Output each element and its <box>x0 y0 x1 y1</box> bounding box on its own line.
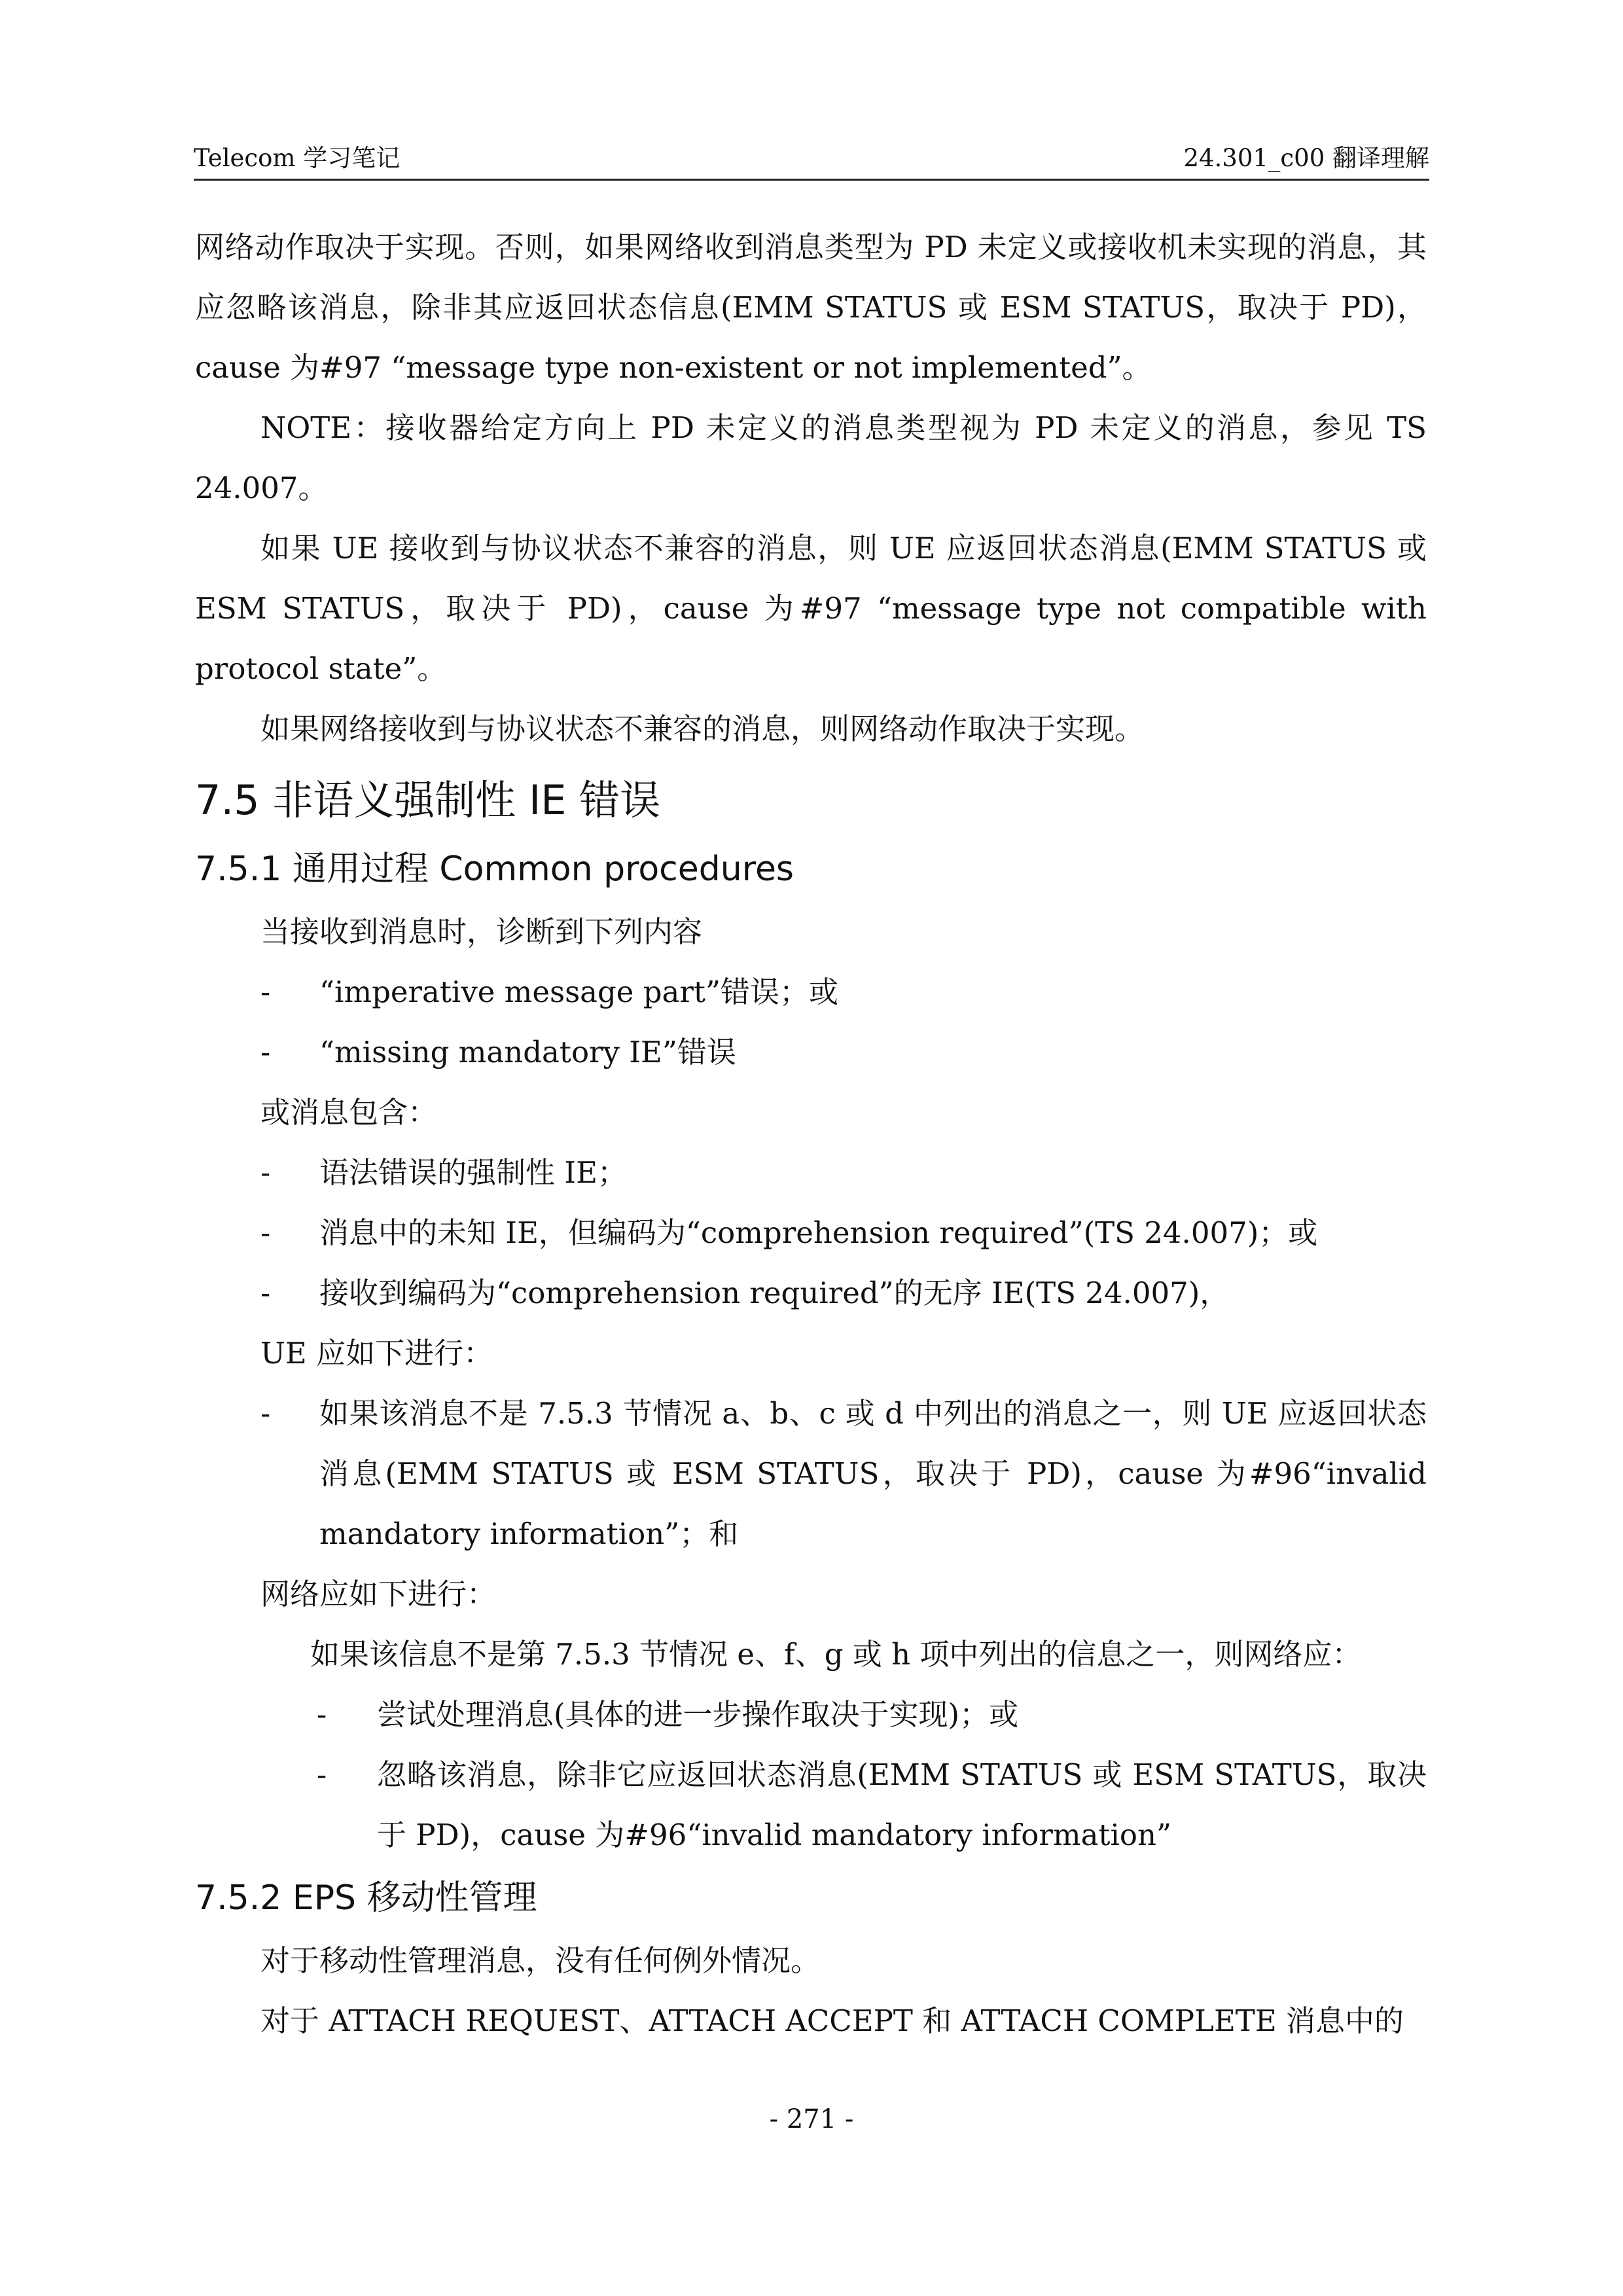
list-item-text: 尝试处理消息(具体的进一步操作取决于实现)；或 <box>377 1697 1019 1732</box>
header-left-title: Telecom 学习笔记 <box>194 144 401 172</box>
list-item-text: 消息中的未知 IE，但编码为“comprehension required”(TS 24.007)；或 <box>319 1215 1318 1250</box>
dash-marker: - <box>260 1035 271 1069</box>
dash-marker: - <box>260 1396 271 1431</box>
dash-marker: - <box>260 1215 271 1250</box>
list-item-text: 如果该消息不是 7.5.3 节情况 a、b、c 或 d 中列出的消息之一，则 UE 应返回状态消息(EMM STATUS 或 ESM STATUS，取决于 PD)，cause 为#96“invalid mandatory information”；和 <box>319 1396 1427 1551</box>
list-item <box>195 1022 1427 1083</box>
list-item-text: 忽略该消息，除非它应返回状态消息(EMM STATUS 或 ESM STATUS，取决于 PD)，cause 为#96“invalid mandatory information” <box>377 1757 1427 1852</box>
paragraph-note: NOTE：接收器给定方向上 PD 未定义的消息类型视为 PD 未定义的消息，参见 TS 24.007。 <box>195 410 1427 505</box>
or-contains-line: 或消息包含： <box>260 1095 438 1130</box>
list-item <box>195 1384 1427 1564</box>
network-intro-line: 如果该信息不是第 7.5.3 节情况 e、f、g 或 h 项中列出的信息之一，则网络应： <box>310 1637 1362 1672</box>
paragraph-mm-no-exceptions: 对于移动性管理消息，没有任何例外情况。 <box>260 1943 821 1978</box>
list-item <box>195 962 1427 1022</box>
page-number: - 271 - <box>769 2104 854 2134</box>
list-item-text: “missing mandatory IE”错误 <box>319 1035 736 1069</box>
section-heading-7-5: 7.5 非语义强制性 IE 错误 <box>195 776 661 824</box>
dash-marker: - <box>317 1757 327 1792</box>
intro-line: 当接收到消息时，诊断到下列内容 <box>260 914 703 949</box>
list-item-text: 语法错误的强制性 IE； <box>319 1155 627 1190</box>
header-right-title: 24.301_c00 翻译理解 <box>1183 144 1429 172</box>
ue-proceed-line: UE 应如下进行： <box>260 1336 493 1371</box>
page-content <box>195 217 1427 2051</box>
network-action-list <box>195 1685 1427 1865</box>
dash-marker: - <box>317 1697 327 1732</box>
list-item <box>195 1685 1427 1745</box>
dash-marker: - <box>260 1155 271 1190</box>
paragraph-network-incompatible: 如果网络接收到与协议状态不兼容的消息，则网络动作取决于实现。 <box>260 711 1145 746</box>
list-item-text: “imperative message part”错误；或 <box>319 975 838 1009</box>
dash-marker: - <box>260 1276 271 1310</box>
list-item <box>195 1203 1427 1263</box>
contains-list <box>195 1143 1427 1323</box>
list-item <box>195 1745 1427 1865</box>
section-heading-7-5-2: 7.5.2 EPS 移动性管理 <box>195 1878 537 1918</box>
list-item-text: 接收到编码为“comprehension required”的无序 IE(TS 24.007)， <box>319 1276 1230 1310</box>
paragraph-attach-messages: 对于 ATTACH REQUEST、ATTACH ACCEPT 和 ATTACH COMPLETE 消息中的 <box>260 2003 1404 2038</box>
ue-action-list <box>195 1384 1427 1564</box>
dash-marker: - <box>260 975 271 1009</box>
running-header <box>194 131 1429 181</box>
network-proceed-line: 网络应如下进行： <box>260 1577 497 1611</box>
list-item <box>195 1143 1427 1203</box>
section-heading-7-5-1: 7.5.1 通用过程 Common procedures <box>195 850 794 889</box>
diagnosis-list <box>195 962 1427 1083</box>
paragraph-implementation: 网络动作取决于实现。否则，如果网络收到消息类型为 PD 未定义或接收机未实现的消息，其应忽略该消息，除非其应返回状态信息(EMM STATUS 或 ESM STATUS，取决于 PD)，cause 为#97 “message type non-existent or not implemented”。 <box>195 230 1427 385</box>
list-item <box>195 1263 1427 1323</box>
paragraph-ue-incompatible: 如果 UE 接收到与协议状态不兼容的消息，则 UE 应返回状态消息(EMM STATUS 或 ESM STATUS，取决于 PD)，cause 为#97 “message type not compatible with protocol state”。 <box>195 531 1427 686</box>
